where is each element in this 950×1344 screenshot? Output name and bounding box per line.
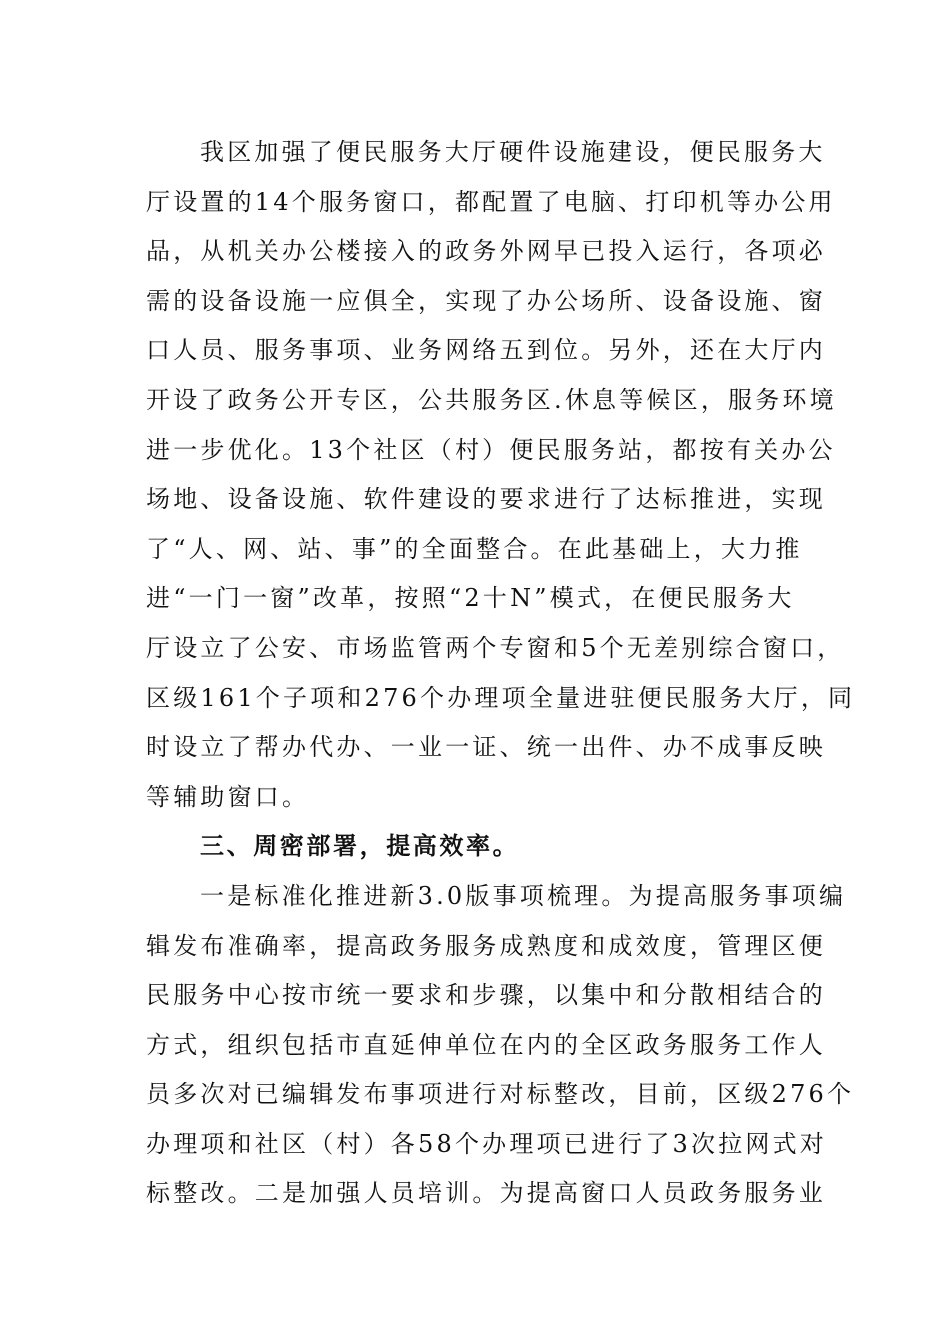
paragraph-line: 员多次对已编辑发布事项进行对标整改，目前，区级276个	[146, 1080, 855, 1109]
paragraph-line: 区级161个子项和276个办理项全量进驻便民服务大厅，同	[146, 683, 856, 712]
paragraph-line: 等辅助窗口。	[146, 782, 310, 811]
paragraph-line: 厅设立了公安、市场监管两个专窗和5个无差别综合窗口，	[146, 633, 845, 662]
document-body	[146, 128, 856, 1219]
paragraph-line: 办理项和社区（村）各58个办理项已进行了3次拉网式对	[146, 1129, 828, 1158]
paragraph-line: 标整改。二是加强人员培训。为提高窗口人员政务服务业	[146, 1179, 826, 1208]
paragraph-line: 场地、设备设施、软件建设的要求进行了达标推进，实现	[146, 485, 826, 514]
paragraph-line: 方式，组织包括市直延伸单位在内的全区政务服务工作人	[146, 1030, 826, 1059]
paragraph-line: 需的设备设施一应俱全，实现了办公场所、设备设施、窗	[146, 286, 826, 315]
paragraph-line: 了“人、网、站、事”的全面整合。在此基础上，大力推	[146, 534, 803, 563]
paragraph-line: 进一步优化。13个社区（村）便民服务站，都按有关办公	[146, 435, 836, 464]
paragraph-line: 厅设置的14个服务窗口，都配置了电脑、打印机等办公用	[146, 187, 836, 216]
paragraph-line: 口人员、服务事项、业务网络五到位。另外，还在大厅内	[146, 336, 826, 365]
paragraph-line: 时设立了帮办代办、一业一证、统一出件、办不成事反映	[146, 733, 826, 762]
paragraph-line: 一是标准化推进新3.0版事项梳理。为提高服务事项编	[200, 881, 847, 910]
paragraph-line: 我区加强了便民服务大厅硬件设施建设，便民服务大	[200, 138, 826, 166]
paragraph-line: 进“一门一窗”改革，按照“2十N”模式，在便民服务大	[146, 584, 795, 613]
paragraph-line: 辑发布准确率，提高政务服务成熟度和成效度，管理区便	[146, 931, 826, 960]
paragraph-line: 民服务中心按市统一要求和步骤，以集中和分散相结合的	[146, 981, 826, 1010]
paragraph-line: 开设了政务公开专区，公共服务区.休息等候区，服务环境	[146, 385, 837, 414]
paragraph-line: 品，从机关办公楼接入的政务外网早已投入运行，各项必	[146, 237, 826, 266]
section-heading: 三、周密部署，提高效率。	[200, 832, 520, 861]
